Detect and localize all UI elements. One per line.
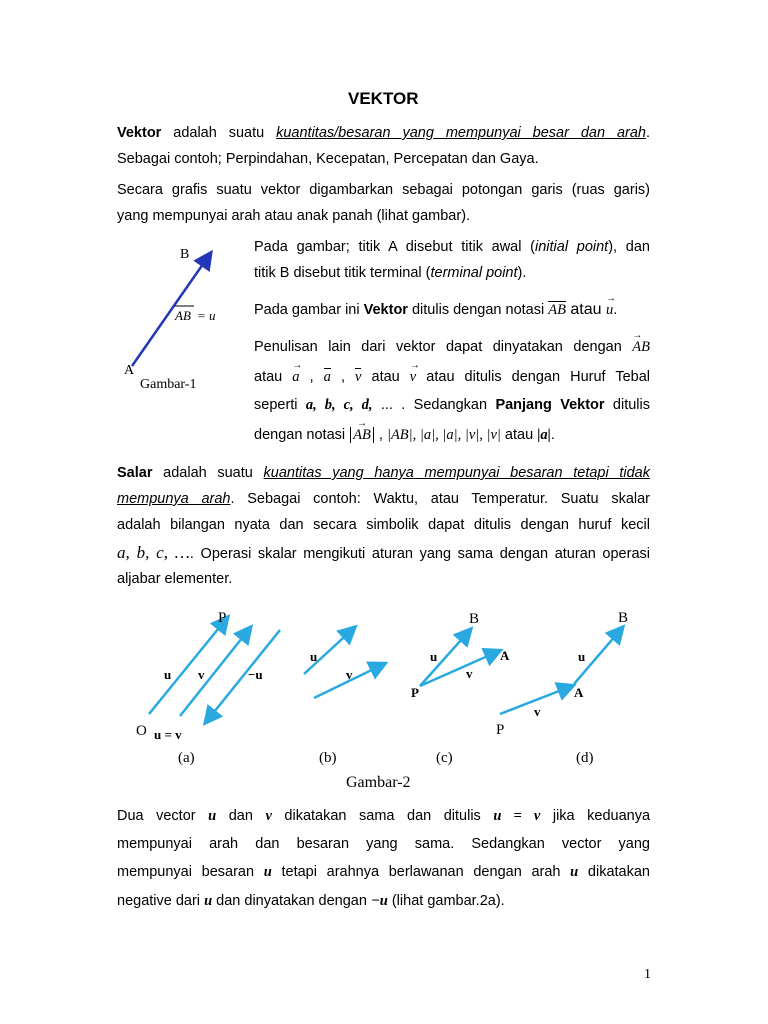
p4-u4: u <box>204 893 213 909</box>
side-l1a-text: Pada gambar; titik A disebut titik awal ( <box>254 239 536 255</box>
p4-line-1 <box>117 809 650 824</box>
p4-v: v <box>265 808 272 824</box>
fig2a-arrow-u <box>149 618 227 714</box>
p4-l3a: mempunyai besaran <box>117 864 264 880</box>
side-l3b: Vektor <box>363 302 408 318</box>
p4-line-3 <box>117 865 650 880</box>
side-l6c: ... . Sedangkan <box>372 397 496 413</box>
side-l1c: ), dan <box>608 239 650 255</box>
salar-term: Salar <box>117 465 153 481</box>
salar-line-1 <box>117 466 650 481</box>
fig1-eq-ab: AB <box>175 308 191 323</box>
p3-text-a: adalah suatu <box>152 465 264 481</box>
norm-ab-inner: → AB <box>353 428 371 443</box>
side-line-7 <box>254 428 555 443</box>
notation-u: → u <box>606 303 613 318</box>
side-l3e: atau <box>565 301 606 318</box>
fig2a-label-v: v <box>198 667 205 682</box>
p4-l1a: Dua vector <box>117 808 209 824</box>
p4-l1e: dikatakan sama dan ditulis <box>271 808 494 824</box>
fig2d-label-u: u <box>578 649 586 664</box>
scalar-letters: a, b, c, … <box>117 543 190 562</box>
side-l2a: titik B disebut titik terminal ( <box>254 265 431 281</box>
side-l7g: . <box>550 427 555 443</box>
p4-l4a: negative dari <box>117 893 205 909</box>
initial-point: initial point <box>535 239 609 255</box>
fig2b-caption: (b) <box>319 750 337 766</box>
norm-a-bold: |a| <box>537 427 551 443</box>
side-line-2 <box>254 266 526 281</box>
fig2b-label-v: v <box>346 667 353 682</box>
fig1-label-b: B <box>180 247 190 262</box>
salar-line-2 <box>117 492 650 507</box>
fig2a-label-ueqv: u = v <box>154 727 182 742</box>
fig1-caption: Gambar-1 <box>140 377 197 392</box>
notation-ab: AB <box>548 302 566 318</box>
salar-line-4 <box>117 544 650 562</box>
fig2a-arrow-v <box>180 628 250 716</box>
fig2b-label-u: u <box>310 649 318 664</box>
fig2a-arrow-negu <box>206 630 280 722</box>
p4-negu: −u <box>370 893 388 909</box>
p4-u2: u <box>263 864 272 880</box>
side-l5e: , <box>330 369 356 385</box>
notation-v-bar: v <box>355 369 362 385</box>
salar-line-3: adalah bilangan nyata dan secara simbolik dapat ditulis dengan huruf kecil <box>117 517 650 533</box>
side-l5c: , <box>299 369 324 385</box>
salar-line-2b: . Sebagai contoh: Waktu, atau Temperatur. Suatu skalar <box>230 491 651 507</box>
fig2d-label-v: v <box>534 704 541 719</box>
fig2c-label-u: u <box>430 649 438 664</box>
fig1-eq-u: = u <box>197 308 216 323</box>
norm-list: |AB|, |a|, |a|, |v|, |v| <box>386 427 501 443</box>
p4-u3: u <box>570 864 579 880</box>
side-l3c: ditulis dengan notasi <box>407 302 549 318</box>
p4-u: u <box>208 808 217 824</box>
fig2c-arrow-u <box>420 630 470 686</box>
side-l7e: atau <box>500 427 538 443</box>
p4-line-4 <box>117 894 505 909</box>
fig2c-label-p: P <box>411 685 419 700</box>
fig2d-caption: (d) <box>576 750 594 766</box>
notation-v-vec: → v <box>410 370 416 385</box>
salar-definition-2: mempunya arah <box>117 491 231 507</box>
p4-l1g: jika keduanya <box>540 808 651 824</box>
fig2a-caption: (a) <box>178 750 195 766</box>
terminal-point: terminal point <box>430 265 518 281</box>
side-line-3 <box>254 302 617 318</box>
side-line-5 <box>254 370 650 385</box>
fig2d-label-a: A <box>574 685 584 700</box>
side-l7c: , <box>374 427 387 443</box>
p1-text-a: adalah suatu <box>161 125 277 141</box>
fig2a-label-p: P <box>218 610 227 626</box>
fig2a-label-u: u <box>164 667 172 682</box>
figure-1 <box>120 236 250 396</box>
p4-l3c: tetapi arahnya berlawanan dengan arah <box>271 864 571 880</box>
side-l2c: ). <box>517 265 527 281</box>
fig2d-label-b: B <box>618 610 629 626</box>
vektor-examples: Sebagai contoh; Perpindahan, Kecepatan, Percepatan dan Gaya. <box>117 151 539 167</box>
side-l3g: . <box>613 302 618 318</box>
panjang-vektor: Panjang Vektor <box>495 397 605 413</box>
side-l7a: dengan notasi <box>254 427 350 443</box>
side-line-6 <box>254 398 650 413</box>
side-l6a: seperti <box>254 397 306 413</box>
vektor-definition-line-1 <box>117 126 650 141</box>
fig2-caption: Gambar-2 <box>346 774 411 791</box>
side-l5i: atau ditulis dengan Huruf Tebal <box>416 369 651 385</box>
grafis-line-1: Secara grafis suatu vektor digambarkan sebagai potongan garis (ruas garis) <box>117 182 650 198</box>
norm-ab <box>350 427 374 443</box>
page-number: 1 <box>644 967 651 982</box>
side-l3a: Pada gambar ini <box>254 302 364 318</box>
salar-definition-1: kuantitas yang hanya mempunyai besaran tetapi tidak <box>263 465 651 481</box>
figure-2 <box>124 606 644 796</box>
side-l4a: Penulisan lain dari vektor dapat dinyatakan dengan <box>254 339 633 355</box>
p4-line-2: mempunyai arah dan besaran yang sama. Sedangkan vector yang <box>117 836 650 852</box>
salar-line-4b: . Operasi skalar mengikuti aturan yang sama dengan aturan operasi <box>189 546 650 562</box>
fig2c-caption: (c) <box>436 750 453 766</box>
fig2d-label-p: P <box>496 722 505 738</box>
bold-letters: a, b, c, d, <box>305 397 373 413</box>
vektor-definition: kuantitas/besaran yang mempunyai besar dan arah <box>276 125 646 141</box>
side-l5a: atau <box>254 369 293 385</box>
side-line-1 <box>254 240 650 255</box>
p4-l1c: dan <box>216 808 266 824</box>
p4-ueqv: u = v <box>493 808 541 824</box>
fig2c-label-v: v <box>466 666 473 681</box>
vektor-term: Vektor <box>117 125 162 141</box>
fig2a-label-o: O <box>136 723 147 739</box>
page-title: VEKTOR <box>348 89 419 108</box>
side-line-4 <box>254 340 650 355</box>
p4-l4e: (lihat gambar.2a). <box>387 893 505 909</box>
notation-ab-vec: → AB <box>632 340 650 355</box>
p1-text-b: . <box>645 125 651 141</box>
salar-line-5: aljabar elementer. <box>117 571 233 587</box>
fig2c-label-b: B <box>469 611 480 627</box>
notation-a-bar: a <box>323 369 331 385</box>
fig2a-label-negu: −u <box>248 667 263 682</box>
p4-l3e: dikatakan <box>578 864 650 880</box>
fig2c-label-a: A <box>500 648 510 663</box>
p4-l4c: dan dinyatakan dengan <box>212 893 371 909</box>
fig1-label-a: A <box>124 363 135 378</box>
grafis-line-2: yang mempunyai arah atau anak panah (lihat gambar). <box>117 208 471 224</box>
side-l6e: ditulis <box>604 397 650 413</box>
side-l5g: atau <box>361 369 410 385</box>
notation-a-vec: → a <box>292 370 299 385</box>
